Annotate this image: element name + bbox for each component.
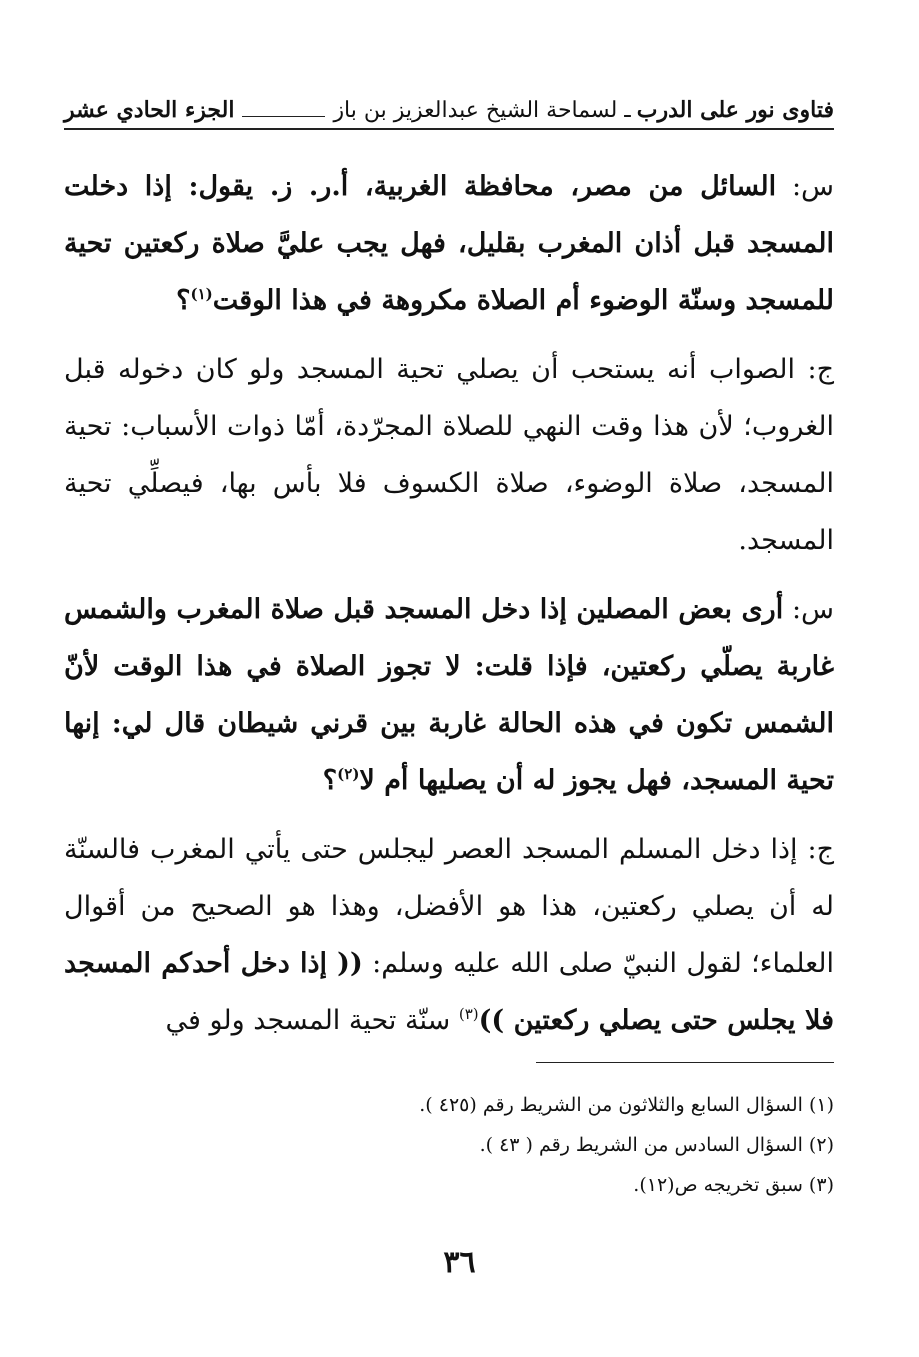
footnotes [64, 1085, 834, 1205]
answer-prefix: ج: [797, 834, 834, 865]
footnote-ref: (٣) [458, 1005, 479, 1023]
question-2 [64, 581, 834, 809]
answer-text: إذا دخل المسلم المسجد العصر ليجلس حتى يأتي المغرب فالسنّة له أن يصلي ركعتين، هذا هو الأفضل، وهذا هو الصحيح من أقوال العلماء؛ لقول النبيّ صلى الله عليه وسلم: [64, 834, 834, 979]
header-author: ـ لسماحة الشيخ عبدالعزيز بن باز [333, 97, 631, 123]
page-number: ٣٦ [443, 1245, 476, 1280]
header-series-title: فتاوى نور على الدرب [636, 97, 834, 123]
hadith-quote: (( إذا دخل أحدكم المسجد فلا يجلس حتى يصلي ركعتين )) [64, 948, 834, 1036]
footnote-1: (١) السؤال السابع والثلاثون من الشريط رقم (٤٢٥ ). [419, 1094, 834, 1116]
answer-text: الصواب أنه يستحب أن يصلي تحية المسجد ولو كان دخوله قبل الغروب؛ لأن هذا وقت النهي للصلاة المجرّدة، أمّا ذوات الأسباب: تحية المسجد، صلاة الوضوء، صلاة الكسوف فلا بأس بها، فيصلِّي تحية المسجد. [64, 354, 834, 556]
question-1 [64, 158, 834, 329]
question-prefix: س: [776, 171, 835, 202]
answer-2 [64, 821, 834, 1049]
header-part: الجزء الحادي عشر [64, 97, 235, 123]
running-header [64, 92, 834, 130]
answer-1 [64, 341, 834, 569]
answer-tail: سنّة تحية المسجد ولو في [165, 1005, 459, 1036]
question-text: السائل من مصر، محافظة الغربية، أ.ر. ز. يقول: إذا دخلت المسجد قبل أذان المغرب بقليل، فهل يجب عليَّ صلاة ركعتين تحية للمسجد وسنّة الوضوء أم الصلاة مكروهة في هذا الوقت [64, 171, 834, 316]
page-body [64, 158, 834, 1061]
footnote-3: (٣) سبق تخريجه ص(١٢). [633, 1174, 834, 1196]
footnote-separator [536, 1062, 834, 1063]
footnote-ref: (١) [190, 285, 213, 303]
footnote-2: (٢) السؤال السادس من الشريط رقم ( ٤٣ ). [479, 1134, 834, 1156]
question-prefix: س: [783, 594, 835, 625]
question-text: أرى بعض المصلين إذا دخل المسجد قبل صلاة المغرب والشمس غاربة يصلّي ركعتين، فإذا قلت: لا تجوز الصلاة في هذا الوقت لأنّ الشمس تكون في هذه الحالة غاربة بين قرني شيطان قال لي: إنها تحية المسجد، فهل يجوز له أن يصليها أم لا [64, 594, 834, 796]
answer-prefix: ج: [795, 354, 835, 385]
question-end: ؟ [322, 765, 338, 796]
header-rule [242, 116, 325, 117]
footnote-ref: (٢) [337, 765, 360, 783]
question-end: ؟ [176, 285, 191, 316]
